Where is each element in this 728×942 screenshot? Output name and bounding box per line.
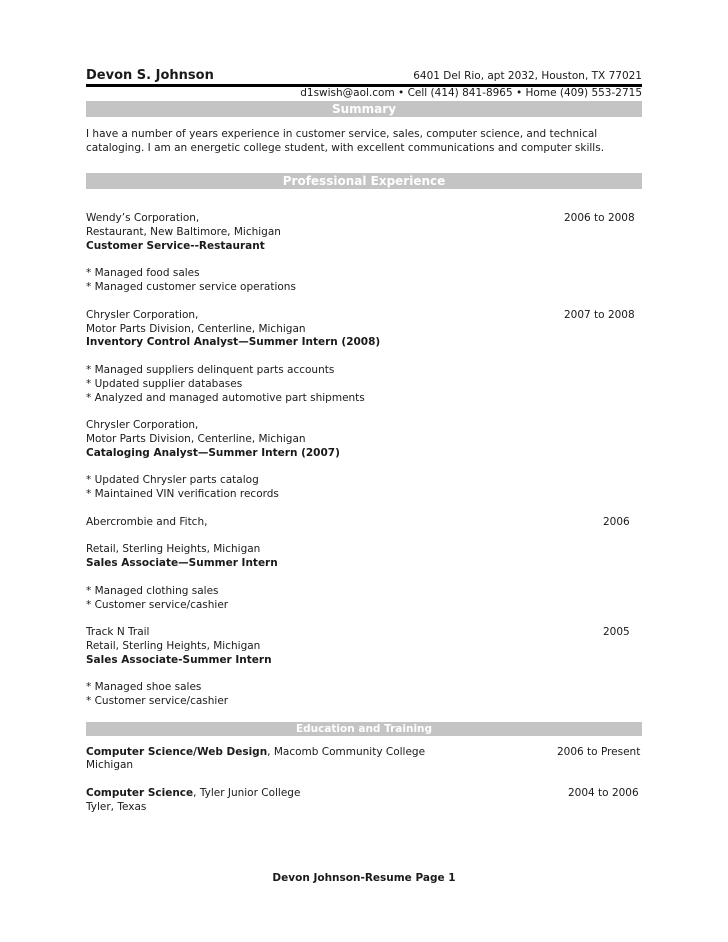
page-footer: Devon Johnson-Resume Page 1	[272, 872, 456, 884]
header-contact: d1swish@aol.com • Cell (414) 841-8965 • Home (409) 553-2715	[300, 87, 642, 99]
job-company: Chrysler Corporation,	[86, 309, 199, 321]
job-dates: 2006	[603, 516, 630, 528]
education-dates: 2006 to Present	[557, 746, 641, 758]
job-bullet: * Managed food sales	[86, 267, 200, 279]
education-school: , Tyler Junior College	[193, 787, 301, 799]
job-bullet: * Updated supplier databases	[86, 378, 243, 390]
job-company: Track N Trail	[86, 626, 150, 638]
job-bullet: * Managed shoe sales	[86, 681, 202, 693]
summary-heading: Summary	[86, 101, 642, 117]
education-entry	[86, 786, 300, 800]
header-address: 6401 Del Rio, apt 2032, Houston, TX 77021	[413, 70, 642, 82]
education-school: , Macomb Community College	[267, 746, 426, 758]
job-bullet: * Managed suppliers delinquent parts accounts	[86, 364, 335, 376]
education-entry	[86, 745, 425, 759]
job-company: Abercrombie and Fitch,	[86, 516, 208, 528]
job-location: Motor Parts Division, Centerline, Michigan	[86, 323, 306, 335]
summary-line: I have a number of years experience in customer service, sales, computer science, and technical	[86, 128, 598, 140]
job-dates: 2007 to 2008	[564, 309, 635, 321]
job-location: Restaurant, New Baltimore, Michigan	[86, 226, 281, 238]
education-program: Computer Science/Web Design	[86, 746, 268, 758]
resume-name: Devon S. Johnson	[86, 68, 214, 83]
job-title: Sales Associate-Summer Intern	[86, 654, 272, 666]
job-bullet: * Managed clothing sales	[86, 585, 219, 597]
job-dates: 2006 to 2008	[564, 212, 635, 224]
experience-heading: Professional Experience	[86, 173, 642, 189]
job-company: Wendy’s Corporation,	[86, 212, 200, 224]
job-bullet: * Customer service/cashier	[86, 695, 229, 707]
job-location: Retail, Sterling Heights, Michigan	[86, 543, 261, 555]
education-location: Tyler, Texas	[86, 801, 147, 813]
job-title: Cataloging Analyst—Summer Intern (2007)	[86, 447, 340, 459]
education-program: Computer Science	[86, 787, 194, 799]
job-bullet: * Managed customer service operations	[86, 281, 296, 293]
job-bullet: * Updated Chrysler parts catalog	[86, 474, 259, 486]
job-dates: 2005	[603, 626, 630, 638]
education-location: Michigan	[86, 759, 134, 771]
job-bullet: * Maintained VIN verification records	[86, 488, 279, 500]
summary-line: cataloging. I am an energetic college student, with excellent communications and computer skills.	[86, 142, 605, 154]
education-dates: 2004 to 2006	[568, 787, 639, 799]
education-heading: Education and Training	[86, 722, 642, 736]
job-title: Sales Associate—Summer Intern	[86, 557, 278, 569]
job-company: Chrysler Corporation,	[86, 419, 199, 431]
job-location: Retail, Sterling Heights, Michigan	[86, 640, 261, 652]
job-location: Motor Parts Division, Centerline, Michigan	[86, 433, 306, 445]
job-bullet: * Analyzed and managed automotive part shipments	[86, 392, 365, 404]
job-title: Inventory Control Analyst—Summer Intern (2008)	[86, 336, 381, 348]
job-bullet: * Customer service/cashier	[86, 599, 229, 611]
job-title: Customer Service--Restaurant	[86, 240, 265, 252]
